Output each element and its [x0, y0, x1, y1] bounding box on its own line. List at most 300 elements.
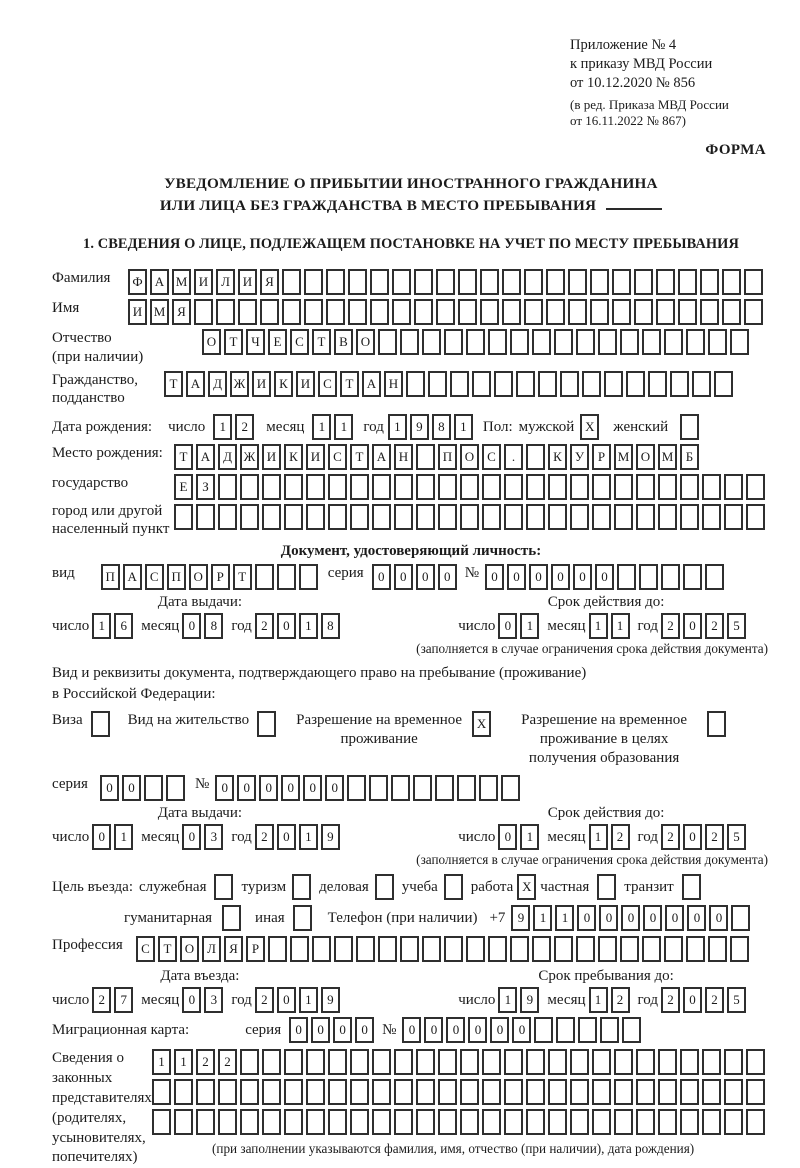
char-cell[interactable]: 0 [100, 775, 119, 801]
char-cell[interactable] [152, 1109, 171, 1135]
char-cell[interactable] [458, 269, 477, 295]
char-cell[interactable]: 0 [485, 564, 504, 590]
char-cell[interactable] [438, 1079, 457, 1105]
char-cell[interactable] [642, 329, 661, 355]
char-cell[interactable]: Ж [240, 444, 259, 470]
char-cell[interactable]: А [362, 371, 381, 397]
char-cell[interactable] [438, 474, 457, 500]
char-cell[interactable] [460, 474, 479, 500]
char-cell[interactable]: 0 [402, 1017, 421, 1043]
char-cell[interactable] [174, 1079, 193, 1105]
char-cell[interactable] [724, 474, 743, 500]
char-cell[interactable] [598, 329, 617, 355]
char-cell[interactable]: Я [172, 299, 191, 325]
char-cell[interactable]: 2 [661, 987, 680, 1013]
char-cell[interactable] [196, 1079, 215, 1105]
char-cell[interactable]: 1 [589, 987, 608, 1013]
char-cell[interactable]: С [136, 936, 155, 962]
char-cell[interactable] [592, 504, 611, 530]
char-cell[interactable]: Т [312, 329, 331, 355]
char-cell[interactable] [570, 1109, 589, 1135]
char-cell[interactable] [570, 504, 589, 530]
char-cell[interactable] [350, 1079, 369, 1105]
char-cell[interactable] [460, 1049, 479, 1075]
char-cell[interactable] [378, 329, 397, 355]
char-cell[interactable]: 0 [311, 1017, 330, 1043]
char-cell[interactable] [240, 504, 259, 530]
char-cell[interactable] [304, 299, 323, 325]
char-cell[interactable] [702, 504, 721, 530]
char-cell[interactable] [369, 775, 388, 801]
char-cell[interactable]: 0 [595, 564, 614, 590]
char-cell[interactable]: С [328, 444, 347, 470]
char-cell[interactable] [636, 474, 655, 500]
char-cell[interactable] [436, 269, 455, 295]
char-cell[interactable]: М [172, 269, 191, 295]
char-cell[interactable] [262, 504, 281, 530]
char-cell[interactable] [538, 371, 557, 397]
char-cell[interactable] [568, 269, 587, 295]
char-cell[interactable] [548, 1049, 567, 1075]
char-cell[interactable]: Ч [246, 329, 265, 355]
char-cell[interactable]: 0 [416, 564, 435, 590]
char-cell[interactable] [746, 504, 765, 530]
purpose-humanitarian-checkbox[interactable] [222, 905, 241, 931]
char-cell[interactable]: 0 [281, 775, 300, 801]
char-cell[interactable]: Н [384, 371, 403, 397]
char-cell[interactable] [570, 1049, 589, 1075]
char-cell[interactable] [391, 775, 410, 801]
char-cell[interactable] [328, 1109, 347, 1135]
option-temp-permit-education-checkbox[interactable] [707, 711, 726, 737]
char-cell[interactable]: 0 [92, 824, 111, 850]
char-cell[interactable] [724, 504, 743, 530]
char-cell[interactable] [560, 371, 579, 397]
char-cell[interactable]: И [262, 444, 281, 470]
char-cell[interactable] [524, 299, 543, 325]
char-cell[interactable]: О [189, 564, 208, 590]
char-cell[interactable]: К [274, 371, 293, 397]
char-cell[interactable]: О [636, 444, 655, 470]
char-cell[interactable] [526, 504, 545, 530]
char-cell[interactable] [240, 474, 259, 500]
char-cell[interactable]: С [145, 564, 164, 590]
char-cell[interactable] [634, 299, 653, 325]
char-cell[interactable] [614, 1049, 633, 1075]
char-cell[interactable] [724, 1049, 743, 1075]
char-cell[interactable]: С [290, 329, 309, 355]
char-cell[interactable]: О [202, 329, 221, 355]
char-cell[interactable] [656, 269, 675, 295]
char-cell[interactable]: 0 [182, 987, 201, 1013]
char-cell[interactable]: 1 [334, 414, 353, 440]
char-cell[interactable]: 0 [355, 1017, 374, 1043]
char-cell[interactable] [466, 936, 485, 962]
char-cell[interactable] [683, 564, 702, 590]
char-cell[interactable]: 1 [312, 414, 331, 440]
char-cell[interactable]: 0 [277, 613, 296, 639]
char-cell[interactable] [670, 371, 689, 397]
purpose-business-checkbox[interactable] [375, 874, 394, 900]
char-cell[interactable]: Т [158, 936, 177, 962]
char-cell[interactable] [284, 474, 303, 500]
char-cell[interactable] [299, 564, 318, 590]
char-cell[interactable] [306, 1049, 325, 1075]
char-cell[interactable]: Т [340, 371, 359, 397]
char-cell[interactable] [350, 474, 369, 500]
char-cell[interactable] [722, 299, 741, 325]
char-cell[interactable] [422, 936, 441, 962]
char-cell[interactable] [620, 936, 639, 962]
char-cell[interactable] [604, 371, 623, 397]
char-cell[interactable] [731, 905, 750, 931]
char-cell[interactable]: 2 [255, 987, 274, 1013]
char-cell[interactable] [370, 269, 389, 295]
char-cell[interactable]: Т [224, 329, 243, 355]
char-cell[interactable] [268, 936, 287, 962]
char-cell[interactable]: Н [394, 444, 413, 470]
char-cell[interactable] [282, 299, 301, 325]
char-cell[interactable]: 0 [372, 564, 391, 590]
char-cell[interactable] [702, 474, 721, 500]
char-cell[interactable] [592, 1049, 611, 1075]
char-cell[interactable]: 0 [289, 1017, 308, 1043]
char-cell[interactable]: А [150, 269, 169, 295]
char-cell[interactable] [238, 299, 257, 325]
char-cell[interactable] [438, 504, 457, 530]
char-cell[interactable]: З [196, 474, 215, 500]
char-cell[interactable] [554, 936, 573, 962]
char-cell[interactable] [488, 329, 507, 355]
char-cell[interactable] [708, 329, 727, 355]
char-cell[interactable]: С [318, 371, 337, 397]
char-cell[interactable] [702, 1049, 721, 1075]
char-cell[interactable]: Я [224, 936, 243, 962]
char-cell[interactable]: П [438, 444, 457, 470]
char-cell[interactable] [746, 1049, 765, 1075]
char-cell[interactable] [700, 299, 719, 325]
char-cell[interactable]: 2 [705, 987, 724, 1013]
char-cell[interactable]: 5 [727, 987, 746, 1013]
char-cell[interactable]: А [372, 444, 391, 470]
char-cell[interactable]: А [123, 564, 142, 590]
char-cell[interactable]: А [186, 371, 205, 397]
char-cell[interactable] [479, 775, 498, 801]
char-cell[interactable] [282, 269, 301, 295]
char-cell[interactable]: 2 [235, 414, 254, 440]
char-cell[interactable]: 8 [432, 414, 451, 440]
char-cell[interactable]: 2 [255, 824, 274, 850]
char-cell[interactable]: 0 [277, 824, 296, 850]
char-cell[interactable]: 0 [512, 1017, 531, 1043]
char-cell[interactable]: 1 [611, 613, 630, 639]
char-cell[interactable]: 1 [555, 905, 574, 931]
char-cell[interactable] [502, 269, 521, 295]
char-cell[interactable]: 0 [182, 613, 201, 639]
char-cell[interactable]: Т [174, 444, 193, 470]
char-cell[interactable] [262, 474, 281, 500]
char-cell[interactable] [576, 936, 595, 962]
char-cell[interactable]: 8 [204, 613, 223, 639]
char-cell[interactable] [612, 269, 631, 295]
char-cell[interactable] [436, 299, 455, 325]
char-cell[interactable]: 0 [599, 905, 618, 931]
char-cell[interactable] [326, 299, 345, 325]
char-cell[interactable] [334, 936, 353, 962]
char-cell[interactable]: 1 [213, 414, 232, 440]
char-cell[interactable] [152, 1079, 171, 1105]
char-cell[interactable] [568, 299, 587, 325]
char-cell[interactable] [416, 1079, 435, 1105]
char-cell[interactable] [240, 1079, 259, 1105]
char-cell[interactable] [350, 1049, 369, 1075]
char-cell[interactable]: 9 [511, 905, 530, 931]
char-cell[interactable] [636, 504, 655, 530]
char-cell[interactable]: 2 [705, 613, 724, 639]
char-cell[interactable]: 5 [727, 824, 746, 850]
char-cell[interactable]: 1 [498, 987, 517, 1013]
char-cell[interactable]: Т [164, 371, 183, 397]
char-cell[interactable] [678, 299, 697, 325]
char-cell[interactable] [444, 936, 463, 962]
char-cell[interactable]: С [482, 444, 501, 470]
option-temp-residence-permit-checkbox[interactable]: X [472, 711, 491, 737]
char-cell[interactable]: Т [350, 444, 369, 470]
char-cell[interactable] [218, 1109, 237, 1135]
char-cell[interactable] [502, 299, 521, 325]
char-cell[interactable] [218, 474, 237, 500]
char-cell[interactable] [692, 371, 711, 397]
purpose-transit-checkbox[interactable] [682, 874, 701, 900]
char-cell[interactable] [392, 269, 411, 295]
char-cell[interactable]: 2 [196, 1049, 215, 1075]
char-cell[interactable]: 0 [182, 824, 201, 850]
char-cell[interactable] [661, 564, 680, 590]
char-cell[interactable] [648, 371, 667, 397]
char-cell[interactable]: Е [174, 474, 193, 500]
char-cell[interactable]: Ж [230, 371, 249, 397]
char-cell[interactable] [284, 504, 303, 530]
char-cell[interactable] [450, 371, 469, 397]
purpose-private-checkbox[interactable] [597, 874, 616, 900]
char-cell[interactable] [592, 474, 611, 500]
char-cell[interactable]: 0 [237, 775, 256, 801]
char-cell[interactable] [312, 936, 331, 962]
char-cell[interactable] [658, 1109, 677, 1135]
char-cell[interactable] [526, 1109, 545, 1135]
char-cell[interactable]: 1 [174, 1049, 193, 1075]
char-cell[interactable] [306, 1079, 325, 1105]
char-cell[interactable] [548, 1109, 567, 1135]
char-cell[interactable] [400, 936, 419, 962]
char-cell[interactable] [744, 299, 763, 325]
char-cell[interactable]: 0 [424, 1017, 443, 1043]
char-cell[interactable] [416, 444, 435, 470]
char-cell[interactable] [328, 1079, 347, 1105]
char-cell[interactable] [524, 269, 543, 295]
char-cell[interactable]: 2 [255, 613, 274, 639]
char-cell[interactable] [277, 564, 296, 590]
char-cell[interactable] [526, 1049, 545, 1075]
char-cell[interactable] [636, 1109, 655, 1135]
char-cell[interactable] [394, 1109, 413, 1135]
char-cell[interactable] [378, 936, 397, 962]
char-cell[interactable]: 1 [92, 613, 111, 639]
char-cell[interactable]: 0 [643, 905, 662, 931]
char-cell[interactable]: Р [211, 564, 230, 590]
char-cell[interactable]: О [180, 936, 199, 962]
char-cell[interactable] [260, 299, 279, 325]
char-cell[interactable] [394, 504, 413, 530]
char-cell[interactable]: 0 [490, 1017, 509, 1043]
char-cell[interactable] [504, 1079, 523, 1105]
char-cell[interactable]: И [128, 299, 147, 325]
char-cell[interactable] [350, 1109, 369, 1135]
char-cell[interactable]: 1 [533, 905, 552, 931]
char-cell[interactable] [348, 269, 367, 295]
char-cell[interactable] [240, 1049, 259, 1075]
female-checkbox[interactable] [680, 414, 699, 440]
char-cell[interactable]: Я [260, 269, 279, 295]
char-cell[interactable] [284, 1049, 303, 1075]
char-cell[interactable] [504, 504, 523, 530]
char-cell[interactable] [680, 474, 699, 500]
char-cell[interactable] [526, 1079, 545, 1105]
char-cell[interactable] [730, 936, 749, 962]
char-cell[interactable]: 1 [589, 824, 608, 850]
char-cell[interactable] [582, 371, 601, 397]
char-cell[interactable]: 0 [215, 775, 234, 801]
char-cell[interactable]: 0 [665, 905, 684, 931]
char-cell[interactable] [482, 474, 501, 500]
char-cell[interactable]: К [548, 444, 567, 470]
char-cell[interactable] [356, 936, 375, 962]
char-cell[interactable]: О [356, 329, 375, 355]
char-cell[interactable] [406, 371, 425, 397]
char-cell[interactable] [460, 504, 479, 530]
option-residence-permit-checkbox[interactable] [257, 711, 276, 737]
char-cell[interactable]: 0 [259, 775, 278, 801]
char-cell[interactable] [592, 1109, 611, 1135]
char-cell[interactable] [372, 474, 391, 500]
char-cell[interactable] [636, 1049, 655, 1075]
purpose-other-checkbox[interactable] [293, 905, 312, 931]
char-cell[interactable]: 0 [468, 1017, 487, 1043]
char-cell[interactable] [504, 1109, 523, 1135]
char-cell[interactable] [504, 1049, 523, 1075]
char-cell[interactable] [428, 371, 447, 397]
char-cell[interactable] [680, 1049, 699, 1075]
purpose-official-checkbox[interactable] [214, 874, 233, 900]
char-cell[interactable] [372, 1049, 391, 1075]
char-cell[interactable]: 2 [218, 1049, 237, 1075]
char-cell[interactable]: 1 [520, 613, 539, 639]
char-cell[interactable] [590, 269, 609, 295]
char-cell[interactable] [714, 371, 733, 397]
char-cell[interactable]: 3 [204, 824, 223, 850]
char-cell[interactable] [216, 299, 235, 325]
char-cell[interactable] [626, 371, 645, 397]
char-cell[interactable] [218, 1079, 237, 1105]
char-cell[interactable] [482, 1079, 501, 1105]
char-cell[interactable] [570, 1079, 589, 1105]
char-cell[interactable] [680, 1079, 699, 1105]
char-cell[interactable] [326, 269, 345, 295]
char-cell[interactable] [174, 1109, 193, 1135]
char-cell[interactable]: Ф [128, 269, 147, 295]
char-cell[interactable] [686, 936, 705, 962]
char-cell[interactable] [636, 1079, 655, 1105]
char-cell[interactable] [532, 329, 551, 355]
char-cell[interactable] [438, 1109, 457, 1135]
char-cell[interactable]: А [196, 444, 215, 470]
char-cell[interactable] [504, 474, 523, 500]
char-cell[interactable] [460, 1109, 479, 1135]
char-cell[interactable] [656, 299, 675, 325]
char-cell[interactable] [534, 1017, 553, 1043]
char-cell[interactable]: Р [246, 936, 265, 962]
char-cell[interactable] [614, 474, 633, 500]
char-cell[interactable] [516, 371, 535, 397]
char-cell[interactable] [392, 299, 411, 325]
char-cell[interactable] [394, 1079, 413, 1105]
char-cell[interactable]: Д [218, 444, 237, 470]
char-cell[interactable] [546, 269, 565, 295]
char-cell[interactable] [416, 1109, 435, 1135]
char-cell[interactable] [444, 329, 463, 355]
char-cell[interactable] [480, 299, 499, 325]
char-cell[interactable] [614, 1109, 633, 1135]
char-cell[interactable] [394, 474, 413, 500]
char-cell[interactable]: 0 [507, 564, 526, 590]
char-cell[interactable]: У [570, 444, 589, 470]
char-cell[interactable]: Л [216, 269, 235, 295]
char-cell[interactable] [546, 299, 565, 325]
char-cell[interactable]: 0 [709, 905, 728, 931]
char-cell[interactable] [394, 1049, 413, 1075]
char-cell[interactable]: И [194, 269, 213, 295]
char-cell[interactable]: 1 [589, 613, 608, 639]
char-cell[interactable]: 0 [498, 824, 517, 850]
char-cell[interactable]: 2 [705, 824, 724, 850]
char-cell[interactable] [435, 775, 454, 801]
char-cell[interactable] [284, 1079, 303, 1105]
char-cell[interactable]: 2 [611, 824, 630, 850]
char-cell[interactable]: 9 [321, 987, 340, 1013]
char-cell[interactable]: 1 [388, 414, 407, 440]
char-cell[interactable]: П [101, 564, 120, 590]
char-cell[interactable] [414, 299, 433, 325]
char-cell[interactable]: К [284, 444, 303, 470]
char-cell[interactable] [614, 1079, 633, 1105]
char-cell[interactable]: 0 [325, 775, 344, 801]
char-cell[interactable]: 0 [683, 613, 702, 639]
char-cell[interactable]: И [306, 444, 325, 470]
char-cell[interactable] [658, 474, 677, 500]
purpose-work-checkbox[interactable]: X [517, 874, 536, 900]
char-cell[interactable] [488, 936, 507, 962]
char-cell[interactable] [328, 474, 347, 500]
char-cell[interactable]: 9 [410, 414, 429, 440]
char-cell[interactable]: В [334, 329, 353, 355]
char-cell[interactable] [372, 1079, 391, 1105]
char-cell[interactable] [347, 775, 366, 801]
char-cell[interactable] [416, 1049, 435, 1075]
char-cell[interactable] [746, 1079, 765, 1105]
char-cell[interactable]: 0 [122, 775, 141, 801]
char-cell[interactable] [724, 1079, 743, 1105]
char-cell[interactable] [642, 936, 661, 962]
